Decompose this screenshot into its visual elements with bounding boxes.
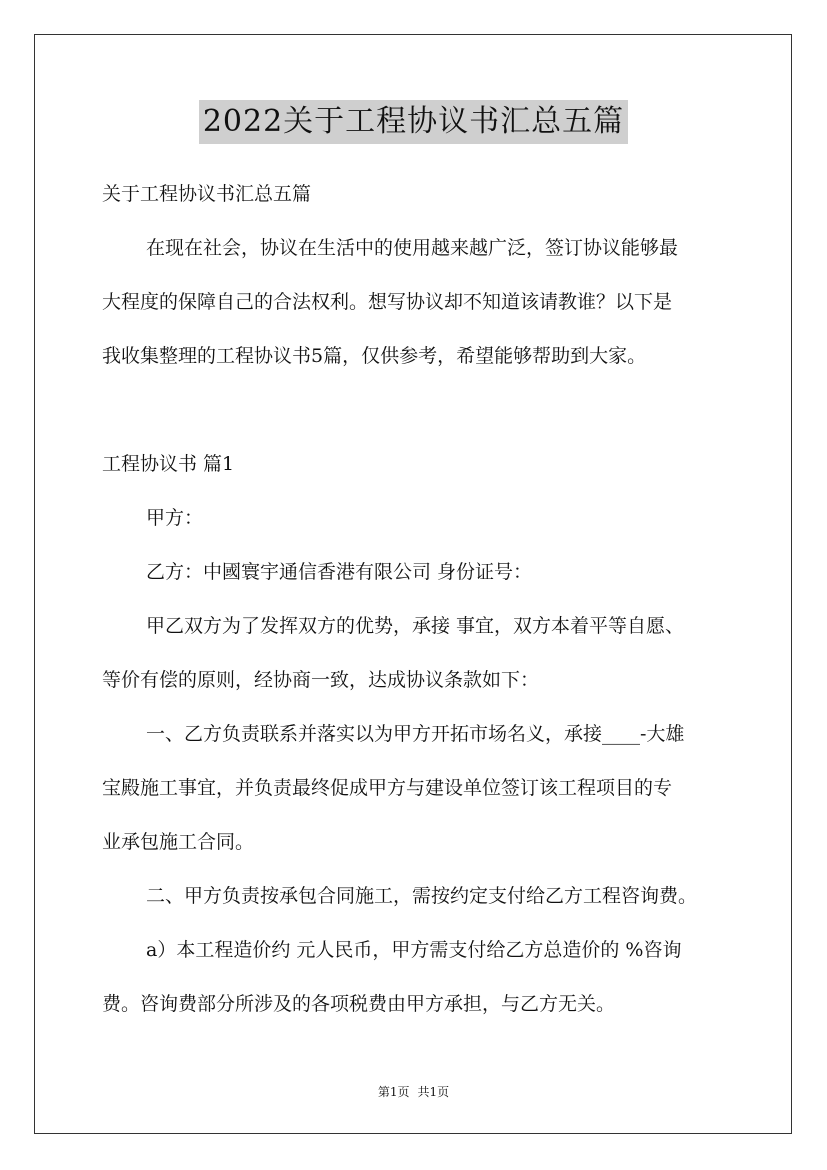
paragraph-line: 甲乙双方为了发挥双方的优势，承接 事宜，双方本着平等自愿、 [146, 615, 685, 637]
page-number: 第1页 [377, 1085, 410, 1099]
document-subtitle: 关于工程协议书汇总五篇 [102, 183, 312, 205]
paragraph-line: 费。咨询费部分所涉及的各项税费由甲方承担，与乙方无关。 [102, 993, 616, 1015]
paragraph-line: 业承包施工合同。 [102, 831, 255, 853]
paragraph-line: 等价有偿的原则，经协商一致，达成协议条款如下： [102, 669, 540, 691]
page-footer [0, 1083, 827, 1101]
paragraph-line: 宝殿施工事宜，并负责最终促成甲方与建设单位签订该工程项目的专 [102, 777, 673, 799]
paragraph-line: 我收集整理的工程协议书5篇，仅供参考，希望能够帮助到大家。 [102, 345, 647, 367]
page-total: 共1页 [417, 1085, 450, 1099]
paragraph-line: 大程度的保障自己的合法权利。想写协议却不知道该请教谁？以下是 [102, 291, 673, 313]
paragraph-line: 一、乙方负责联系并落实以为甲方开拓市场名义，承接____-大雄 [146, 723, 685, 745]
paragraph-line: a）本工程造价约 元人民币，甲方需支付给乙方总造价的 %咨询 [146, 939, 682, 961]
paragraph-line: 甲方： [146, 507, 204, 529]
title-wrap [0, 100, 827, 144]
document-title: 2022关于工程协议书汇总五篇 [199, 100, 628, 144]
section-heading: 工程协议书 篇1 [102, 453, 235, 475]
paragraph-line: 在现在社会，协议在生活中的使用越来越广泛，签订协议能够最 [146, 237, 679, 259]
paragraph-line: 二、甲方负责按承包合同施工，需按约定支付给乙方工程咨询费。 [146, 885, 698, 907]
paragraph-line: 乙方：中國寰宇通信香港有限公司 身份证号： [146, 561, 533, 583]
